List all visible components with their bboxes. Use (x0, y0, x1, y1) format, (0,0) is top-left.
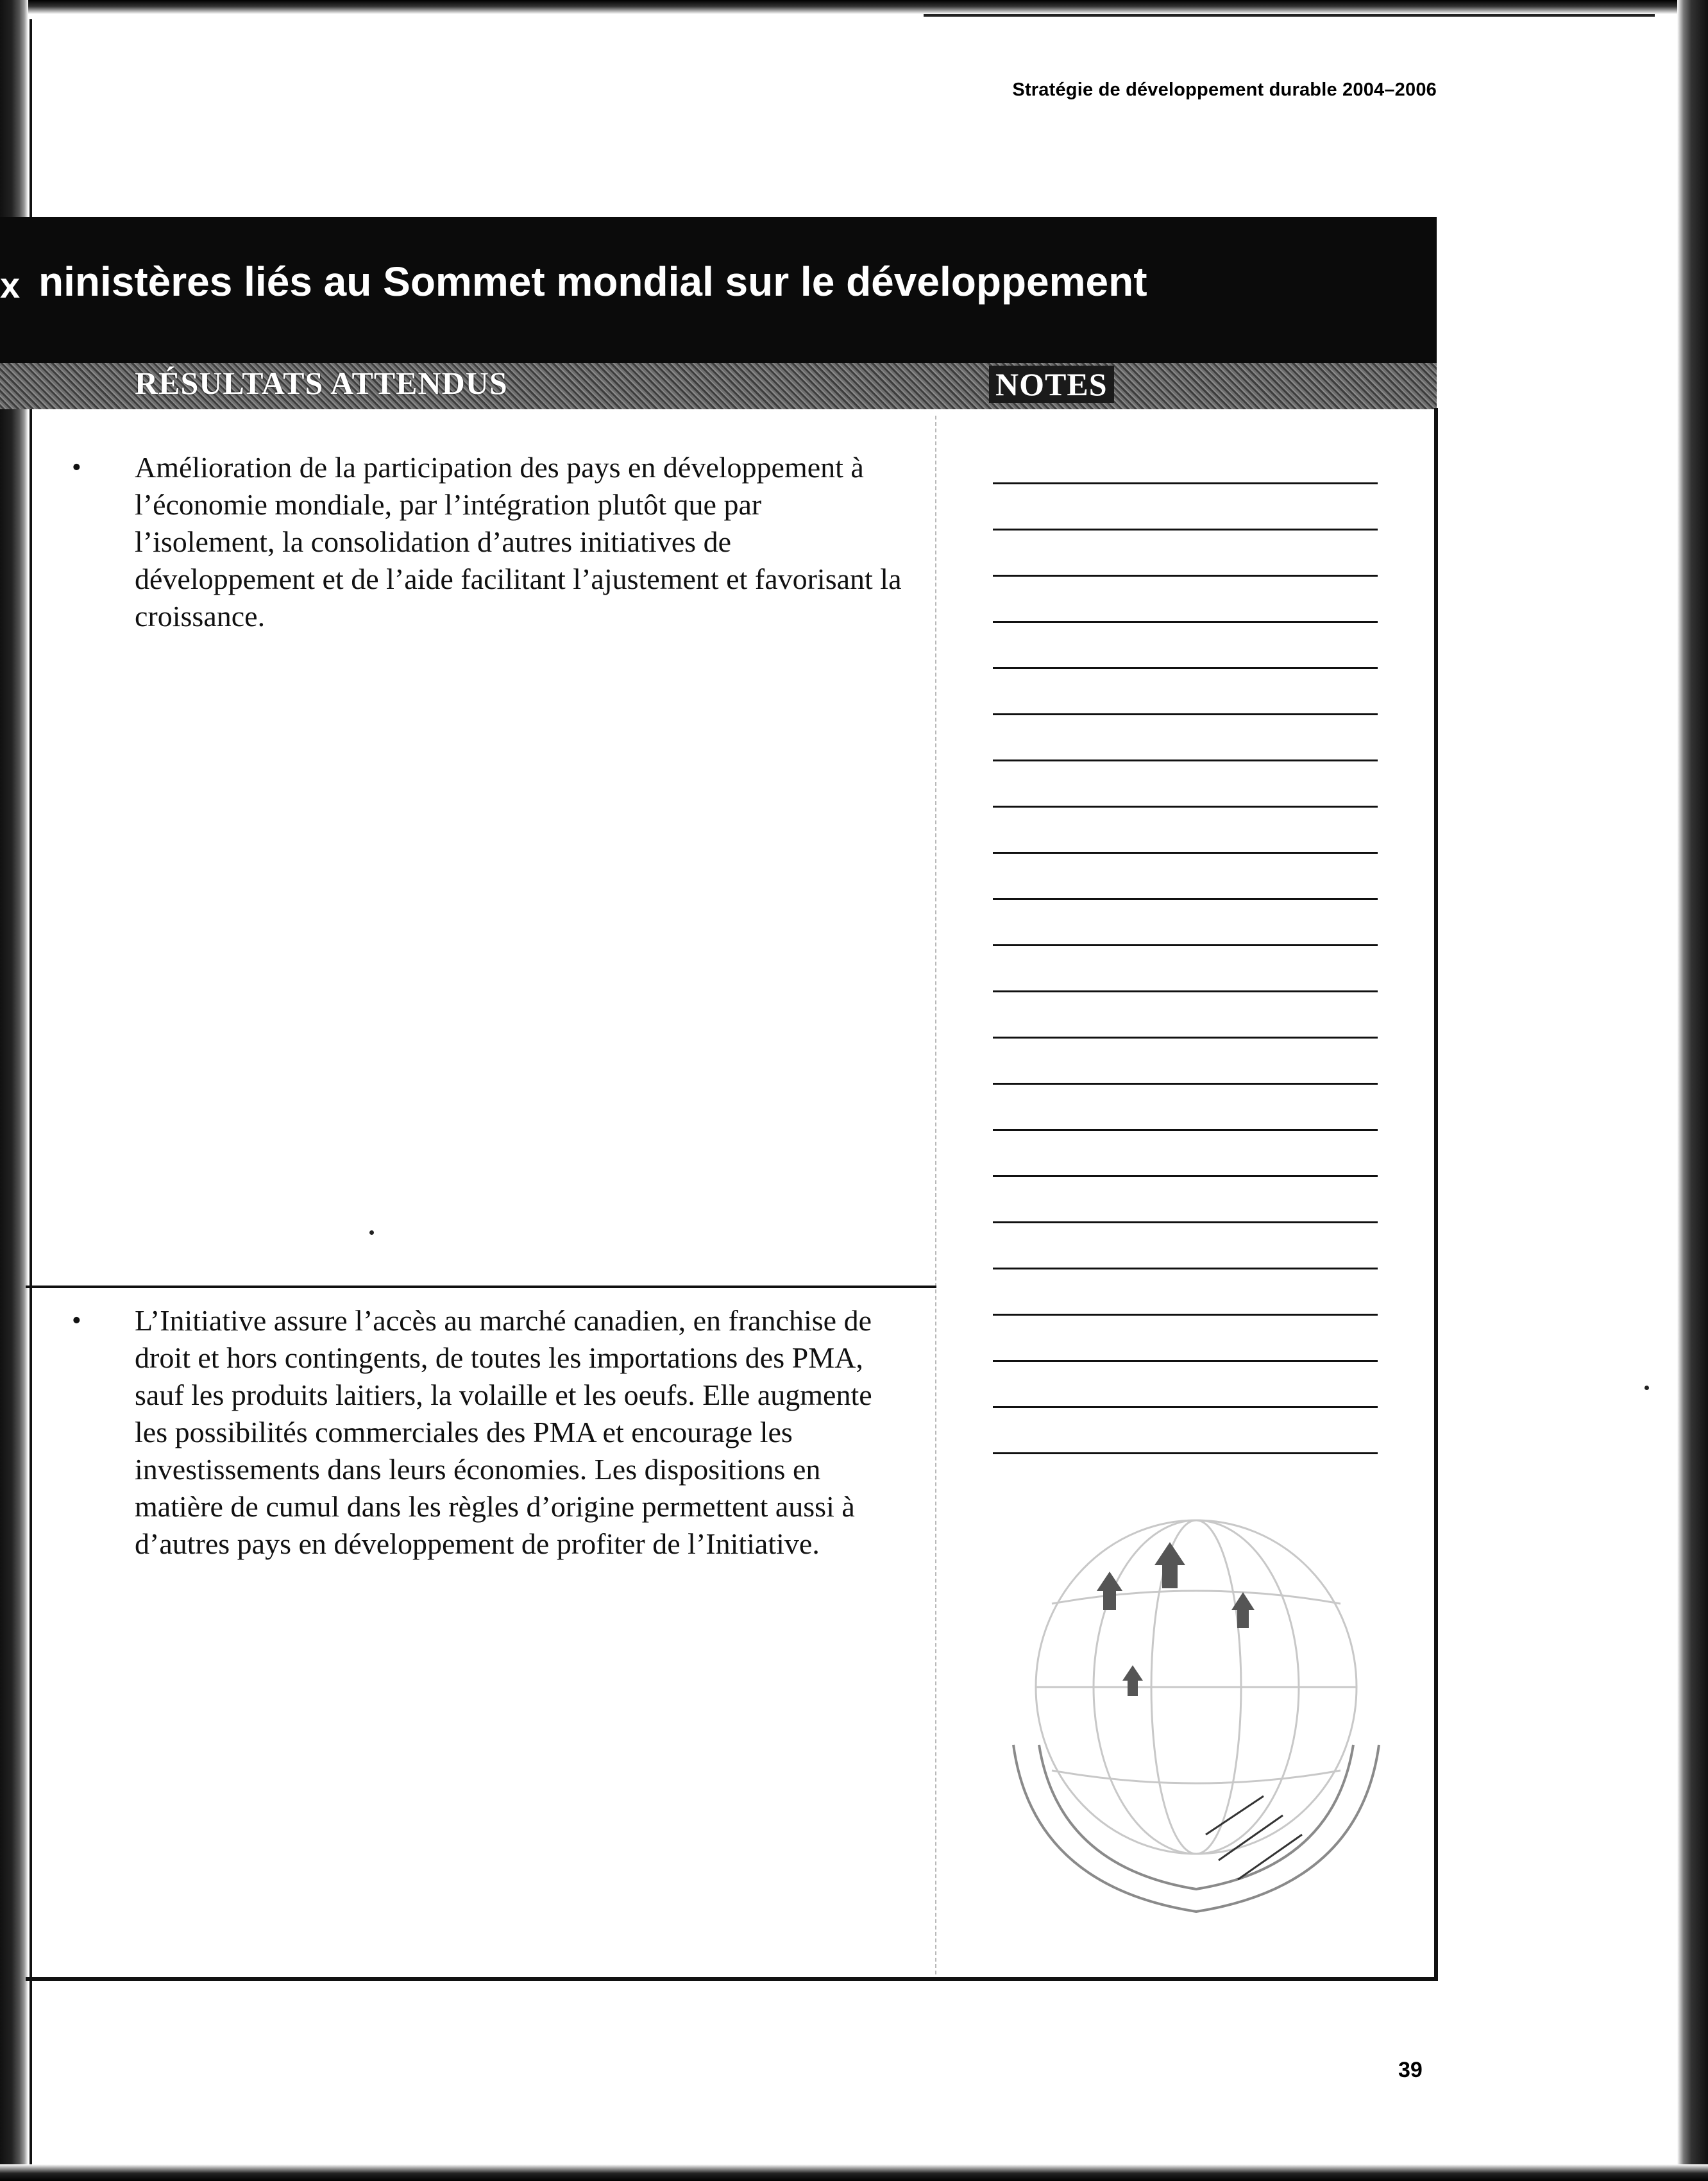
note-line (993, 1406, 1378, 1408)
note-line (993, 898, 1378, 900)
note-line (993, 1452, 1378, 1454)
note-line (993, 621, 1378, 623)
scan-speck (369, 1230, 374, 1235)
banner-cut-letter: x (0, 265, 21, 305)
note-line (993, 806, 1378, 808)
table-frame-bottom (26, 1977, 1438, 1981)
globe-leaf-emblem-icon (994, 1488, 1398, 1918)
note-line (993, 1083, 1378, 1085)
column-header-notes: NOTES (989, 366, 1114, 403)
note-line (993, 529, 1378, 530)
row-divider (26, 1286, 936, 1288)
note-line (993, 1314, 1378, 1316)
column-header-expected-results: RÉSULTATS ATTENDUS (135, 365, 508, 401)
bullet-icon: • (72, 1306, 81, 1336)
scan-top-edge (0, 0, 1708, 14)
scan-speck (1645, 1386, 1649, 1390)
banner-title: ninistères liés au Sommet mondial sur le développement (38, 259, 1147, 305)
note-line (993, 1221, 1378, 1223)
note-line (993, 1037, 1378, 1039)
column-divider (935, 416, 936, 1974)
scan-right-edge (1677, 0, 1708, 2181)
note-line (993, 1129, 1378, 1131)
note-line (993, 944, 1378, 946)
note-line (993, 852, 1378, 854)
result-item (64, 1302, 924, 1563)
result-text: Amélioration de la participation des pays en développement à l’économie mondiale, par l’intégration plutôt que par l’isolement, la consolidation d’autres initiatives de développement et de l’aide facilitant l’ajustement et favorisant la croissance. (135, 451, 902, 632)
scan-bottom-edge (0, 2164, 1708, 2181)
note-line (993, 1268, 1378, 1269)
result-text: L’Initiative assure l’accès au marché canadien, en franchise de droit et hors contingents, de toutes les importations des PMA, sauf les produits laitiers, la volaille et les oeufs. Elle augmente les possibilités commerciales des PMA et encourage les investissements dans leurs économies. Les dispositions en matière de cumul dans les règles d’origine permettent aussi à d’autres pays en développement de profiter de l’Initiative. (135, 1304, 872, 1560)
running-header: Stratégie de développement durable 2004–2006 (1012, 80, 1437, 100)
result-item (64, 449, 924, 635)
note-line (993, 575, 1378, 577)
top-rule (924, 14, 1655, 17)
note-line (993, 667, 1378, 669)
note-line (993, 990, 1378, 992)
note-line (993, 1360, 1378, 1362)
page-number: 39 (1398, 2058, 1423, 2082)
note-line (993, 713, 1378, 715)
note-line (993, 1175, 1378, 1177)
note-line (993, 482, 1378, 484)
bullet-icon: • (72, 453, 81, 482)
notes-ruled-lines (993, 482, 1378, 1498)
note-line (993, 760, 1378, 761)
table-frame-right (1434, 408, 1438, 1981)
